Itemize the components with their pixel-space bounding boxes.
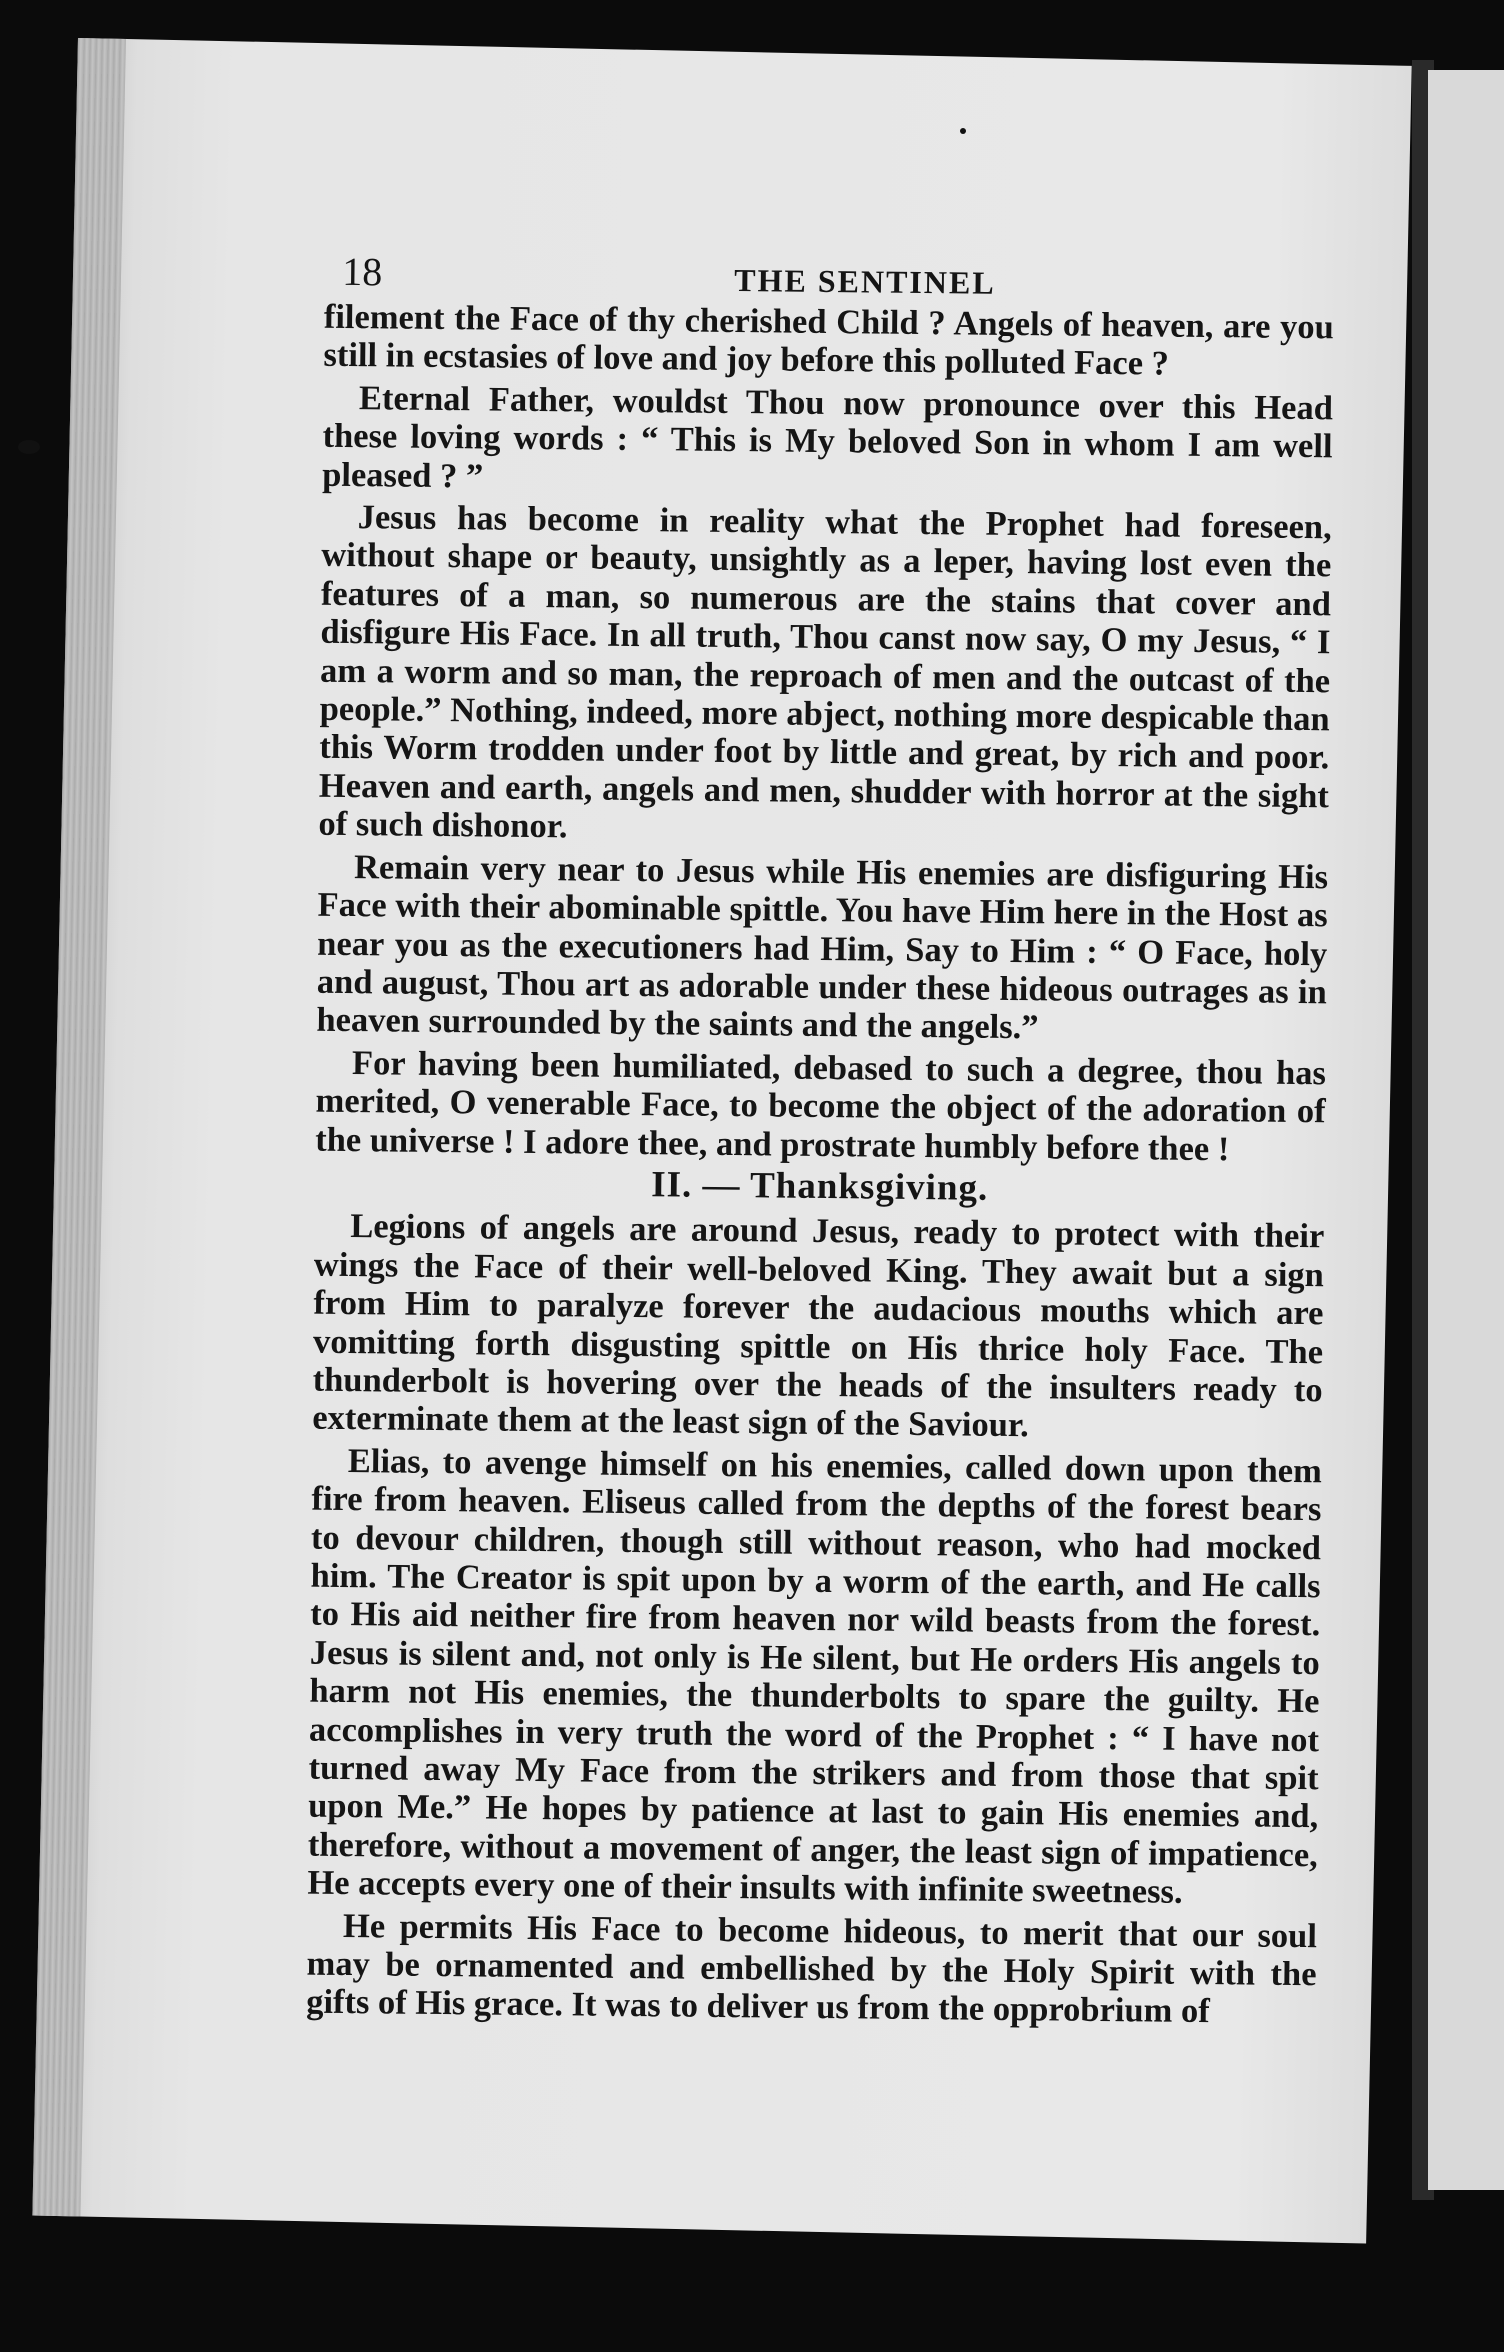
paragraph: filement the Face of thy cherished Child ? Angels of heaven, are you still in ecstasies of love and joy before this polluted Face ? bbox=[323, 297, 1334, 383]
paragraph: Jesus has become in reality what the Prophet had foreseen, without shape or beauty, unsightly as a leper, having lost even the features of a man, so numerous are the stains that cover and disfigure His Face. In all truth, Thou canst now say, O my Jesus, “ I am a worm and so man, the reproach of men and the outcast of the people.” Nothing, indeed, more abject, nothing more despicable than this Worm trodden under foot by little and great, by rich and poor. Heaven and earth, angels and men, shudder with horror at the sight of such dishonor. bbox=[318, 498, 1332, 846]
page-gutter bbox=[32, 38, 126, 2217]
paragraph: For having been humiliated, debased to such a degree, thou has merited, O venerable Face, to become the object of the adoration of the universe ! I adore thee, and prostrate humbly before thee ! bbox=[315, 1043, 1327, 1168]
paragraph: Remain very near to Jesus while His enemies are disfiguring His Face with their abominable spittle. You have Him here in the Host as near you as the executioners had Him, Say to Him : “ O Face, holy and august, Thou art as adorable under these hideous outrages as in heaven surrounded by the saints and the angels.” bbox=[316, 847, 1329, 1047]
paragraph: Elias, to avenge himself on his enemies, called down upon them fire from heaven. Eliseus called from the depths of the forest bears to devour children, though still without reason, who had mocked him. The Creator is spit upon by a worm of the earth, and He calls to His aid neither fire from heaven nor wild beasts from the forest. Jesus is silent and, not only is He silent, but He orders His angels to harm not His enemies, the thunderbolts to spare the guilty. He accomplishes in very truth the word of the Prophet : “ I have not turned away My Face from the strikers and from those that spit upon Me.” He hopes by patience at last to gain His enemies and, therefore, without a movement of anger, the least sign of impatience, He accepts every one of their insults with infinite sweetness. bbox=[307, 1441, 1323, 1912]
section-heading: II. — Thanksgiving. bbox=[651, 1164, 989, 1209]
page-header bbox=[254, 205, 1335, 301]
page-number: 18 bbox=[342, 248, 383, 295]
dust-speck bbox=[960, 128, 966, 134]
paragraph: Eternal Father, wouldst Thou now pronounce over this Head these loving words : “ This is My beloved Son in whom I am well pleased ? ” bbox=[321, 378, 1334, 496]
page-content bbox=[236, 205, 1335, 2036]
paragraph: Legions of angels are around Jesus, ready to protect with their wings the Face of their well-beloved King. They await but a sign from Him to paralyze forever the audacious mouths which are vomitting forth disgusting spittle on His thrice holy Face. The thunderbolt is hovering over the heads of the insulters ready to exterminate them at the least sign of the Saviour. bbox=[312, 1207, 1325, 1445]
body-text bbox=[236, 297, 1334, 2032]
running-head: THE SENTINEL bbox=[734, 262, 996, 301]
dust-speck bbox=[18, 440, 40, 454]
facing-page-edge bbox=[1428, 70, 1504, 2190]
paragraph: He permits His Face to become hideous, to merit that our soul may be ornamented and embellished by the Holy Spirit with the gifts of His grace. It was to deliver us from the opprobrium of bbox=[305, 1906, 1318, 2031]
